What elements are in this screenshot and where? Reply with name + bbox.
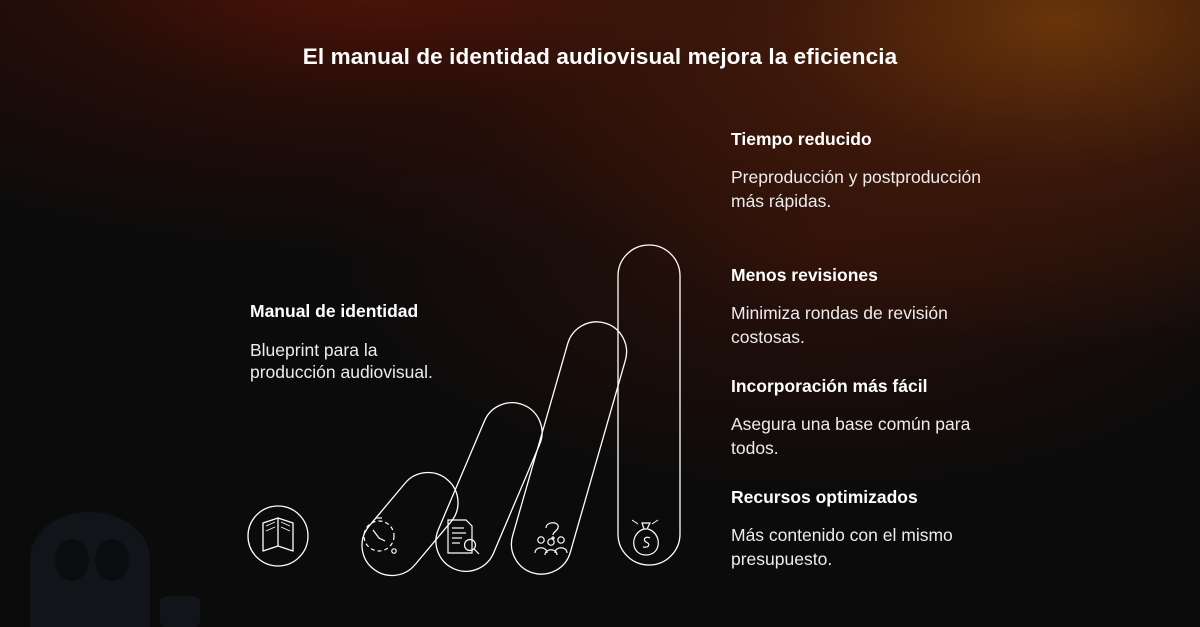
stage-description: Preproducción y postproducción más rápidas.	[731, 167, 982, 211]
money-bag-icon	[632, 520, 658, 555]
stage-description: Asegura una base común para todos.	[731, 414, 971, 458]
page-title: El manual de identidad audiovisual mejora la eficiencia	[302, 44, 898, 69]
open-book-icon	[248, 506, 308, 566]
stage-pill-2	[427, 393, 552, 580]
stage-pill-4	[618, 245, 680, 565]
manual-heading: Manual de identidad	[250, 301, 419, 321]
stage-heading: Recursos optimizados	[731, 487, 918, 507]
stopwatch-icon	[364, 518, 396, 553]
stage-description: Más contenido con el mismo presupuesto.	[731, 525, 953, 569]
team-icon	[535, 523, 567, 555]
stage-heading: Incorporación más fácil	[731, 376, 928, 396]
stage-pill-3	[504, 315, 633, 581]
mascot-watermark-icon	[30, 512, 200, 627]
document-search-icon	[448, 520, 479, 554]
manual-description: Blueprint para la producción audiovisual.	[250, 340, 433, 382]
stage-description: Minimiza rondas de revisión costosas.	[731, 303, 948, 347]
stage-heading: Menos revisiones	[731, 265, 878, 285]
stage-heading: Tiempo reducido	[731, 129, 872, 149]
